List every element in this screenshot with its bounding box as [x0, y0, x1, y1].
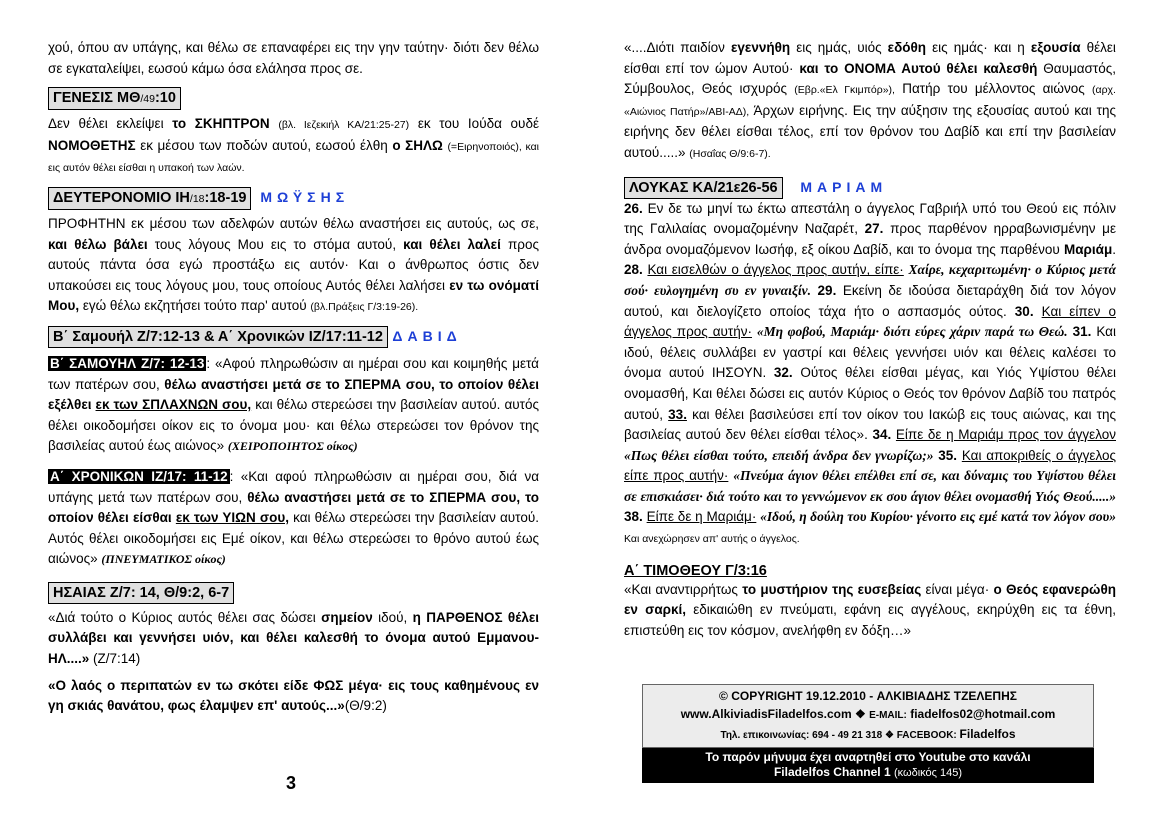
deuteronomy-heading: ΔΕΥΤΕΡΟΝΟΜΙΟ ΙΗ/18:18-19 ΜΩΫΣΗΣ — [48, 187, 539, 210]
isaiah-text-2: «Ο λαός ο περιπατών εν τω σκότει είδε ΦΩΣ μέγα· εις τους καθημένους εν γη σκιάς θανάτου, φως έλαμψεν επ' αυτούς...»(Θ/9:2) — [48, 677, 539, 714]
youtube-text: Το παρόν μήνυμα έχει αναρτηθεί στο Youtube στο κανάλι — [705, 750, 1031, 764]
david-label: ΔΑΒΙΔ — [392, 327, 462, 344]
isaiah-text-1: «Διά τούτο ο Κύριος αυτός θέλει σας δώσει σημείον ιδού, η ΠΑΡΘΕΝΟΣ θέλει συλλάβει και γεννήσει υιόν, και θέλει καλεσθή το όνομα αυτού Εμμανου-ΗΛ....» (Ζ/7:14) — [48, 609, 539, 667]
samuel-text: Β΄ ΣΑΜΟΥΗΛ Ζ/7: 12-13 : «Αφού πληρωθώσιν αι ημέραι σου και κοιμηθής μετά των πατέρων σου, θέλω αναστήσει μετά σε το ΣΠΕΡΜΑ σου, το οποίον θέλει εξέλθει εκ των ΣΠΛΑΧΝΩΝ σου, και θέλω στερεώσει την βασιλείαν αυτού. αυτός θέλει οικοδομήσει οίκον εις το όνομα μου· και θέλω στερεώσει τον θρόνον της βασιλείας αυτού έως αιώνος» (ΧΕΙΡΟΠΟΙΗΤΟΣ οίκος) — [48, 355, 539, 454]
copyright-line: © COPYRIGHT 19.12.2010 - ΑΛΚΙΒΙΑΔΗΣ ΤΖΕΛΕΠΗΣ — [719, 689, 1017, 703]
luke-text: 26. Εν δε τω μηνί τω έκτω απεστάλη ο άγγελος Γαβριήλ υπό του Θεού εις πόλιν της Γαλιλαίας ονομαζομένην Ναζαρέτ, 27. προς παρθένον ηρραβωνισμένην με άνδρα ονομαζόμενον Ιωσήφ, εξ οίκου Δαβίδ, και το όνομα της παρθένου Μαριάμ. 28. Και εισελθών ο άγγελος προς αυτήν, είπε· Χαίρε, κεχαριτωμένη· ο Κύριος μετά σού· ευλογημένη συ εν γυναιξίν. 29. Εκείνη δε ιδούσα διεταράχθη διά τον λόγον αυτού, και διελογίζετο οποίος τάχα ήτο ο ασπασμός ούτος. 30. Και είπεν ο άγγελος προς αυτήν· «Μη φοβού, Μαριάμ· διότι εύρες χάριν παρά τω Θεώ. 31. Και ιδού, θέλεις συλλάβει εν γαστρί και θέλεις γεννήσει υιόν και θέλεις καλέσει το όνομα αυτού ΙΗΣΟΥΝ. 32. Ούτος θέλει είσθαι μέγας, και Υιός Υψίστου θέλει ονομασθή, Και θέλει δώσει εις αυτόν Κύριος ο Θεός τον θρόνον Δαβίδ του πατρός αυτού, 33. και θέλει βασιλεύσει επί τον οίκον του Ιακώβ εις τους αιώνας, και της βασιλείας αυτού δεν θέλει είσθαι τέλος». 34. Είπε δε η Μαριάμ προς τον άγγελον «Πως θέλει είσθαι τούτο, επειδή άνδρα δεν γνωρίζω;» 35. Και αποκριθείς ο άγγελος είπε προς αυτήν· «Πνεύμα άγιον θέλει επέλθει επί σε, και δύναμις του Υψίστου θέλει σε επισκιάσει· διά τούτο και το γεννώμενον εκ σου άγιον θέλει ονομασθή Υιός Θεού.....» 38. Είπε δε η Μαριάμ· «Ιδού, η δούλη του Κυρίου· γένοιτο εις εμέ κατά τον λόγον σου» Και ανεχώρησεν απ' αυτής ο άγγελος. — [624, 200, 1116, 546]
chronicles-text: Α΄ ΧΡΟΝΙΚΩΝ ΙΖ/17: 11-12 : «Και αφού πληρωθώσιν αι ημέραι σου, διά να υπάγης μετά των πατέρων σου, θέλω αναστήσει μετά σε το ΣΠΕΡΜΑ σου, το οποίον θέλει είσθαι εκ των ΥΙΩΝ σου, και θέλω στερεώσει την βασιλείαν αυτού. Αυτός θέλει οικοδομήσει εις Εμέ οίκον, και θέλω στερεώσει το θρόνο αυτού έως αιώνος» (ΠΝΕΥΜΑΤΙΚΟΣ οίκος) — [48, 468, 540, 567]
isaiah-text-3: «....Διότι παιδίον εγεννήθη εις ημάς, υιός εδόθη εις ημάς· και η εξουσία θέλει είσθαι επί τον ώμον Αυτού· και το ΟΝΟΜΑ Αυτού θέλει καλεσθή Θαυμαστός, Σύμβουλος, Θεός ισχυρός (Εβρ.«Ελ Γκιμπόρ»), Πατήρ του μέλλοντος αιώνος (αρχ. «Αιώνιος Πατήρ»/ΑΒΙ-ΑΔ), Άρχων ειρήνης. Εις την αύξησιν της εξουσίας αυτού και της ειρήνης δεν θέλει είσθαι τέλος, επί τον θρόνον του Δαβίδ και επί την βασιλείαν αυτού.....» (Ησαΐας Θ/9:6-7). — [624, 40, 1117, 160]
timothy-heading: Α΄ ΤΙΜΟΘΕΟΥ Γ/3:16 — [624, 562, 767, 579]
page-number: 3 — [286, 773, 297, 793]
luke-heading: ΛΟΥΚΑΣ ΚΑ/21ε26-56 ΜΑΡΙΑΜ — [624, 177, 1116, 199]
timothy-text: «Και αναντιρρήτως το μυστήριον της ευσεβείας είναι μέγα· ο Θεός εφανερώθη εν σαρκί, εδικαιώθη εν πνεύματι, εφάνη εις αγγέλους, εκηρύχθη εις τα έθνη, επιστεύθη εις τον κόσμον, ανελήφθη εν δόξη…» — [624, 581, 1116, 638]
phone-line: Τηλ. επικοινωνίας: 694 - 49 21 318 ❖ FACEBOOK: Filadelfos — [720, 727, 1016, 741]
genesis-heading — [48, 87, 539, 110]
contact-line: www.AlkiviadisFiladelfos.com ❖ E-MAIL: fiadelfos02@hotmail.com — [680, 707, 1056, 721]
moses-label: ΜΩΫΣΗΣ — [260, 188, 350, 205]
genesis-heading-box: ΓΕΝΕΣΙΣ ΜΘ/49:10 — [48, 87, 181, 110]
intro-text: χού, όπου αν υπάγης, και θέλω σε επαναφέρει εις την γην ταύτην· διότι δεν θέλω σε εγκαταλείψει, εωσού κάμω όσα ελάλησα προς σε. — [48, 40, 539, 76]
deuteronomy-text: ΠΡΟΦΗΤΗΝ εκ μέσου των αδελφών αυτών θέλω αναστήσει εις αυτούς, ως σε, και θέλω βάλει τους λόγους Μου εις το στόμα αυτού, και θέλει λαλεί προς αυτούς πάντα όσα εγώ προστάξω εις αυτόν· Και ο άνθρωπος όστις δεν υπακούσει εις τους λόγους μου, τους οποίους Αυτός θέλει λαλήσει εν τω ονόματί Μου, εγώ θέλω εκζητήσει τούτο παρ' αυτού (βλ.Πράξεις Γ/3:19-26). — [48, 215, 539, 314]
youtube-banner: Το παρόν μήνυμα έχει αναρτηθεί στο Youtube στο κανάλι Filadelfos Channel 1 (κωδικός 145) — [642, 748, 1094, 783]
copyright-box — [642, 684, 1094, 748]
chronicles-ref-box: Α΄ ΧΡΟΝΙΚΩΝ ΙΖ/17: 11-12 — [50, 468, 228, 484]
youtube-channel[interactable]: Filadelfos Channel 1 — [773, 765, 891, 779]
facebook-link[interactable]: Filadelfos — [959, 727, 1016, 741]
mariam-label: ΜΑΡΙΑΜ — [800, 178, 888, 195]
website-link[interactable]: www.AlkiviadisFiladelfos.com ❖ — [680, 707, 866, 721]
isaiah-heading: ΗΣΑΙΑΣ Ζ/7: 14, Θ/9:2, 6-7 — [48, 582, 539, 604]
right-column — [624, 38, 1116, 641]
email-link[interactable]: fiadelfos02@hotmail.com — [910, 707, 1056, 721]
left-column — [48, 38, 539, 717]
genesis-text: Δεν θέλει εκλείψει το ΣΚΗΠΤΡΟΝ (βλ. Ιεζεκιήλ ΚΑ/21:25-27) εκ του Ιούδα ουδέ ΝΟΜΟΘΕΤΗΣ εκ μέσου των ποδών αυτού, εωσού έλθη ο ΣΗΛΩ (=Ειρηνοποιός), και εις αυτόν θέλει είσθαι η υπακοή των λαών. — [48, 116, 539, 175]
samuel-ref-box: Β΄ ΣΑΜΟΥΗΛ Ζ/7: 12-13 — [50, 355, 205, 371]
samuel-heading: Β΄ Σαμουήλ Ζ/7:12-13 & Α΄ Χρονικών ΙΖ/17:11-12 ΔΑΒΙΔ — [48, 326, 539, 348]
